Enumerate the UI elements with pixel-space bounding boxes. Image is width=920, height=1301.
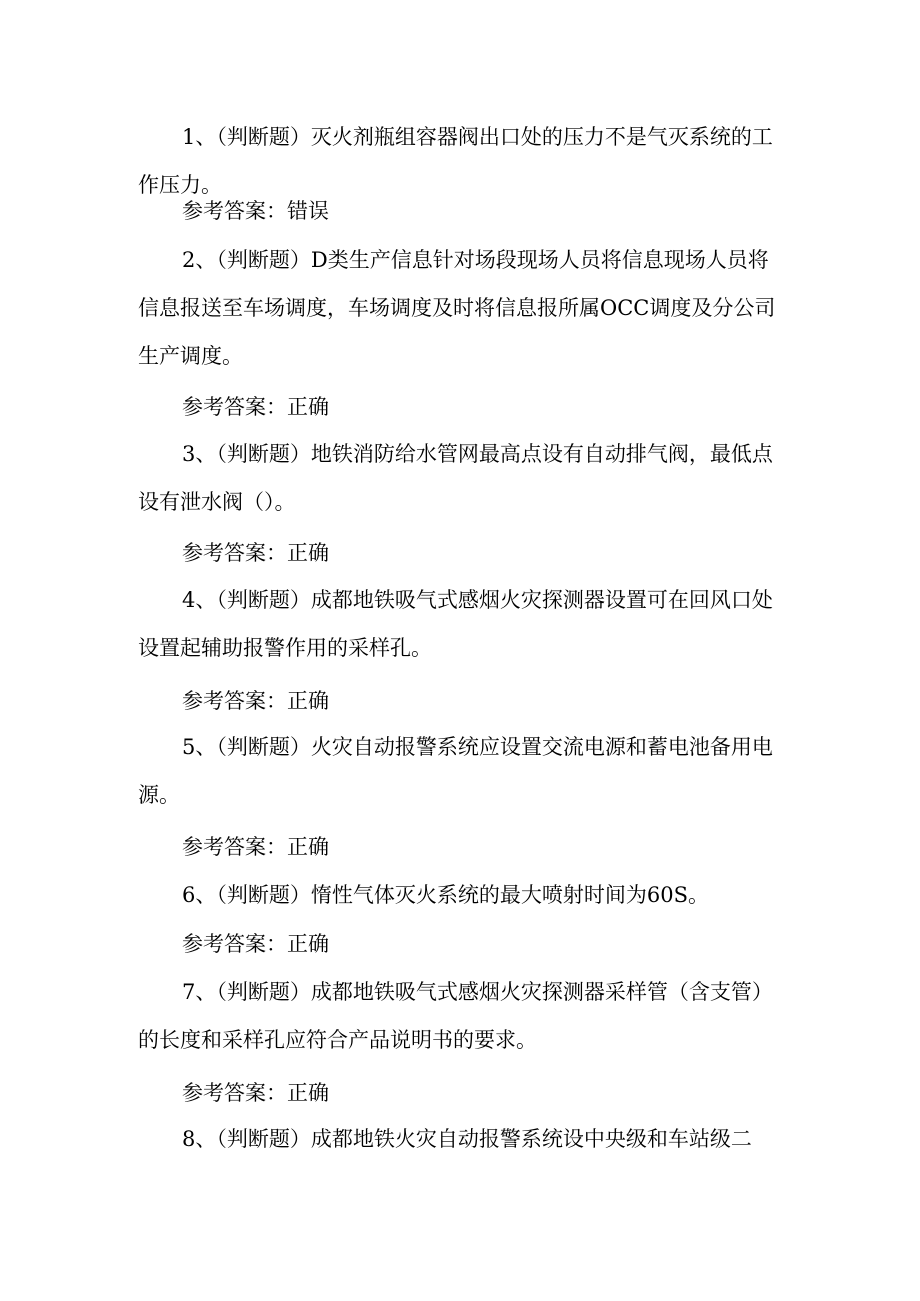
answer-4: 参考答案：正确 (182, 689, 329, 713)
question-2: 2、（判断题）D类生产信息针对场段现场人员将信息现场人员将信息报送至车场调度，车场调度及时将信息报所属OCC调度及分公司生产调度。 (138, 248, 776, 368)
question-7: 7、（判断题）成都地铁吸气式感烟火灾探测器采样管（含支管）的长度和采样孔应符合产品说明书的要求。 (138, 980, 773, 1052)
answer-7: 参考答案：正确 (182, 1081, 329, 1105)
answer-1: 参考答案：错误 (182, 199, 329, 223)
answer-2: 参考答案：正确 (182, 395, 329, 419)
answer-6: 参考答案：正确 (182, 932, 329, 956)
question-6: 6、（判断题）惰性气体灭火系统的最大喷射时间为60S。 (182, 883, 709, 907)
question-5: 5、（判断题）火灾自动报警系统应设置交流电源和蓄电池备用电源。 (138, 735, 773, 807)
answer-3: 参考答案：正确 (182, 541, 329, 565)
question-1: 1、（判断题）灭火剂瓶组容器阀出口处的压力不是气灭系统的工作压力。 (138, 125, 773, 197)
question-3: 3、（判断题）地铁消防给水管网最高点设有自动排气阀，最低点设有泄水阀（）。 (138, 442, 773, 514)
answer-5: 参考答案：正确 (182, 835, 329, 859)
question-4: 4、（判断题）成都地铁吸气式感烟火灾探测器设置可在回风口处设置起辅助报警作用的采样孔。 (138, 588, 773, 660)
question-8: 8、（判断题）成都地铁火灾自动报警系统设中央级和车站级二 (182, 1127, 752, 1151)
